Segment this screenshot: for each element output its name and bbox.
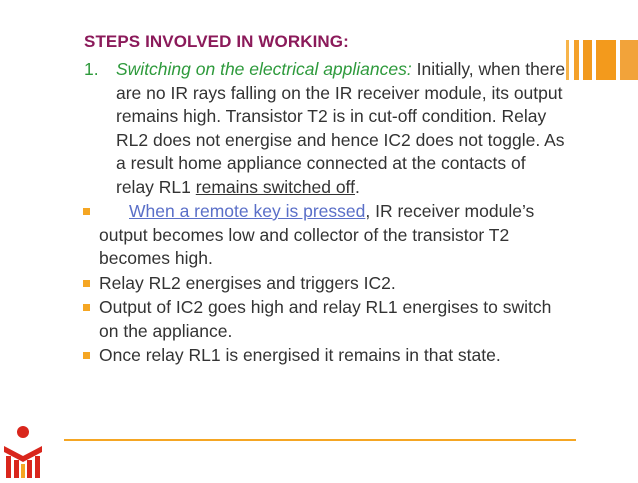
remote-key-link[interactable]: When a remote key is pressed xyxy=(129,201,366,221)
institution-logo-icon xyxy=(0,412,46,478)
numbered-item xyxy=(84,58,568,199)
bullet-item xyxy=(84,200,568,271)
decorative-bar xyxy=(596,40,616,80)
bullet-item xyxy=(84,344,568,368)
square-bullet-icon xyxy=(83,352,90,359)
decorative-bar xyxy=(574,40,579,80)
bullet-item xyxy=(84,272,568,296)
square-bullet-icon xyxy=(83,304,90,311)
item-underlined-text: remains switched off xyxy=(195,176,355,197)
item-heading: Switching on the electrical appliances: xyxy=(116,59,412,79)
square-bullet-icon xyxy=(83,280,90,287)
bullet-text: Once relay RL1 is energised it remains in that state. xyxy=(99,345,501,365)
footer-divider xyxy=(64,439,576,441)
item-number: 1. xyxy=(84,59,99,79)
decorative-bars xyxy=(566,40,638,80)
decorative-bar xyxy=(583,40,592,80)
slide-title: STEPS INVOLVED IN WORKING: xyxy=(84,32,349,51)
bullet-text: Relay RL2 energises and triggers IC2. xyxy=(99,272,396,293)
item-text-end: . xyxy=(354,176,360,197)
bullet-item xyxy=(84,296,568,343)
slide-content xyxy=(84,58,568,368)
bullet-text: , IR receiver module’s output becomes low and collector of the transistor T2 becomes high. xyxy=(99,201,535,268)
decorative-bar xyxy=(620,40,638,80)
square-bullet-icon xyxy=(83,208,90,215)
bullet-text: Output of IC2 goes high and relay RL1 energises to switch on the appliance. xyxy=(99,297,552,341)
item-text: Initially, when there are no IR rays falling on the IR receiver module, its output remains high. Transistor T2 is in cut-off condition. Relay RL2 does not energise and hence IC2 does not toggle. As a result home appliance connected at the contacts of relay RL1 xyxy=(116,59,566,197)
